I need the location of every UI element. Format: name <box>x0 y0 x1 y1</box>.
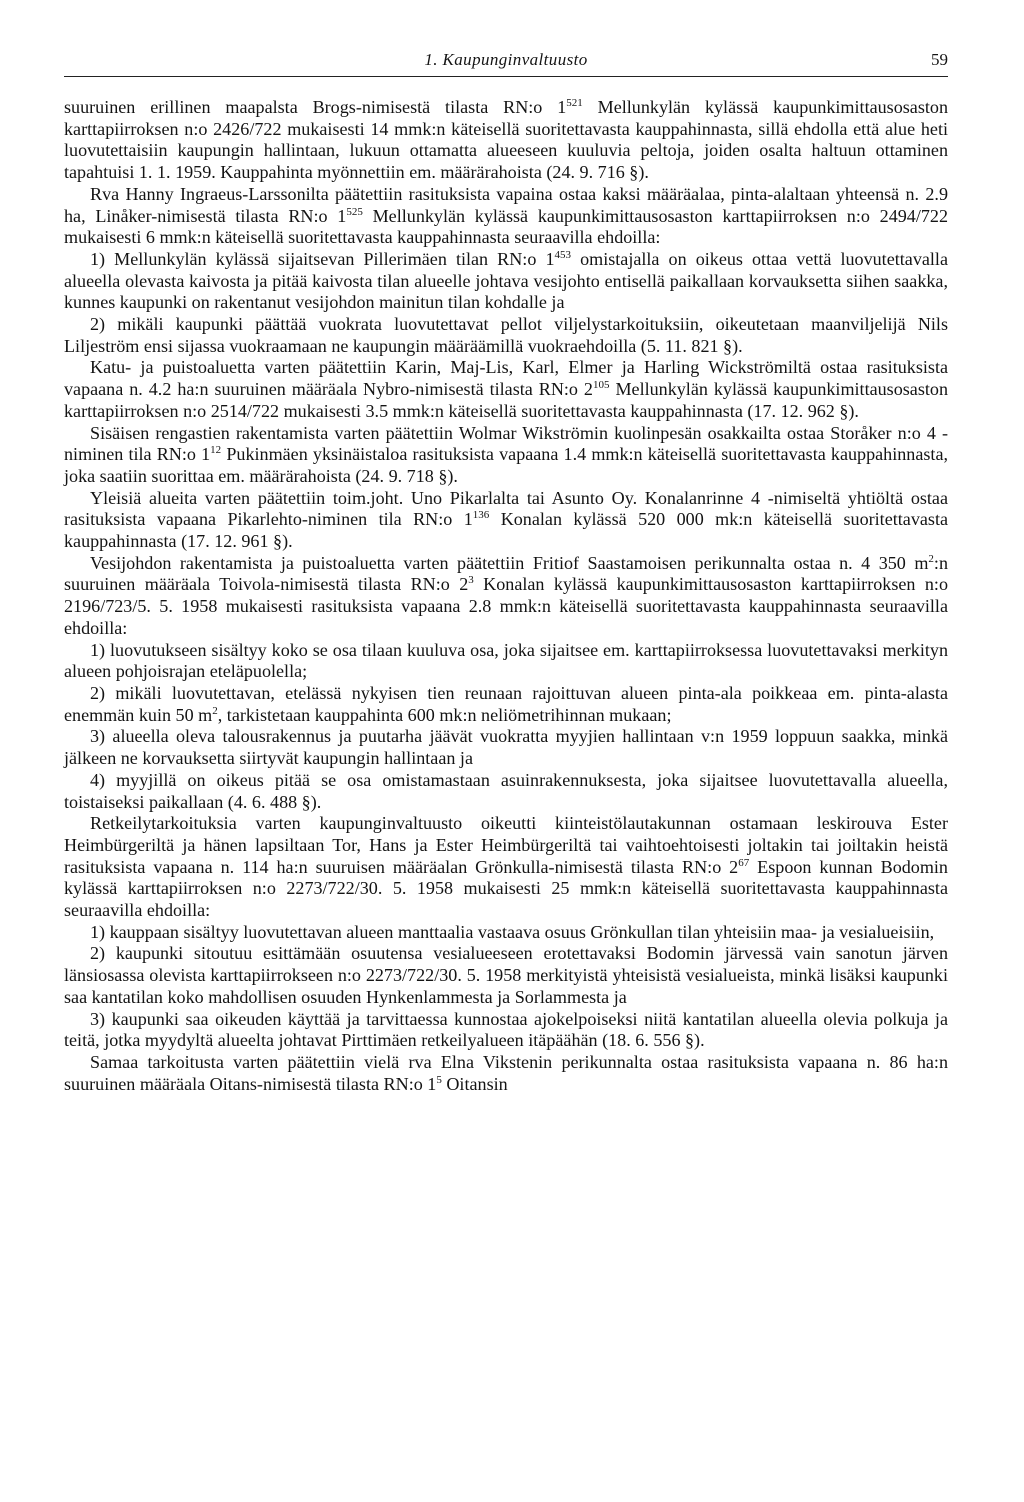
list-item <box>64 314 948 357</box>
superscript: 453 <box>554 248 571 261</box>
text-run: 4) myyjillä on oikeus pitää se osa omistamastaan asuinrakennuksesta, joka sijaitsee luovutettavalla alueella, toistaiseksi paikallaan (4. 6. 488 §). <box>64 769 948 812</box>
text-run: 3) kaupunki saa oikeuden käyttää ja tarvittaessa kunnostaa ajokelpoiseksi niitä kantatilan alueella olevia polkuja ja teitä, jotka myydyltä alueelta johtavat Pirttimäen retkeilyalueen itäpäähän (18. 6. 556 §). <box>64 1008 948 1051</box>
superscript: 3 <box>468 574 474 587</box>
paragraph <box>64 553 948 640</box>
paragraph <box>64 423 948 488</box>
running-header <box>64 50 948 77</box>
list-item <box>64 249 948 314</box>
superscript: 105 <box>592 379 610 392</box>
text-run: 2) mikäli kaupunki päättää vuokrata luovutettavat pellot viljelystarkoituksiin, oikeutetaan maanviljelijä Nils Liljeström ensi sijassa vuokraamaan ne kaupungin määräämillä vuokraehdoilla (5. 11. 821 §). <box>64 314 948 356</box>
text-run: 2) mikäli luovutettavan, etelässä nykyisen tien reunaan rajoittuvan alueen pinta-ala poikkeaa em. pinta-alasta enemmän kuin 50 m <box>64 682 948 725</box>
list-item <box>64 726 948 769</box>
text-run: suuruinen erillinen maapalsta Brogs-nimisestä tilasta RN:o 1 <box>64 97 567 117</box>
paragraph <box>64 184 948 249</box>
paragraph <box>64 1052 948 1095</box>
list-item <box>64 922 948 944</box>
paragraph <box>64 97 948 184</box>
text-run: 1) kauppaan sisältyy luovutettavan alueen manttaalia vastaava osuus Grönkullan tilan yhteisiin maa- ja vesialueisiin, <box>90 921 935 942</box>
list-item <box>64 683 948 726</box>
text-run: 3) alueella oleva talousrakennus ja puutarha jäävät vuokratta myyjien hallintaan v:n 1959 loppuun saakka, minkä jälkeen ne korvauksetta siirtyvät kaupungin hallintaan ja <box>64 726 948 769</box>
text-run: Oitansin <box>441 1073 508 1094</box>
list-item <box>64 1009 948 1052</box>
text-run: Rva Hanny Ingraeus-Larssonilta päätettiin rasituksista vapaina ostaa kaksi määräalaa, pinta-alaltaan yhteensä n. 2.9 ha, Linåker-nimisestä tilasta RN:o 1 <box>64 183 948 226</box>
superscript: 67 <box>738 856 750 869</box>
text-run: Mellunkylän kylässä kaupunkimittausosaston karttapiirroksen n:o 2514/722 mukaisesti 3.5 mmk:n käteisellä suoritettavasta kauppahinnasta (17. 12. 962 §). <box>64 379 948 421</box>
text-run: Yleisiä alueita varten päätettiin toim.joht. Uno Pikarlalta tai Asunto Oy. Konalanrinne 4 -nimiseltä yhtiöltä ostaa rasituksista vapaana Pikarlehto-niminen tila RN:o 1 <box>64 487 948 530</box>
text-run: 2) kaupunki sitoutuu esittämään osuutensa vesialueeseen erotettavaksi Bodomin järvessä vain sanotun järven länsiosassa olevista karttapiirrokseen n:o 2273/722/30. 5. 1958 merkityistä yhteisistä vesialueista, minkä lisäksi kaupunki saa kantatilan koko mahdollisen osuuden Hynkenlammesta ja Sorlammesta ja <box>64 943 948 1007</box>
page-number: 59 <box>931 50 948 69</box>
document-page <box>64 50 948 1095</box>
text-run: :n suuruinen määräala Toivola-nimisestä tilasta RN:o 2 <box>64 552 948 595</box>
superscript: 5 <box>436 1073 442 1086</box>
superscript: 521 <box>566 97 583 109</box>
body-text <box>64 97 948 1095</box>
text-run: Pukinmäen yksinäistaloa rasituksista vapaana 1.4 mmk:n käteisellä suoritettavasta kauppahinnasta, joka saatiin suorittaa em. määrärahoista (24. 9. 718 §). <box>64 444 948 486</box>
text-run: Samaa tarkoitusta varten päätettiin vielä rva Elna Vikstenin perikunnalta ostaa rasituksista vapaana n. 86 ha:n suuruinen määräala Oitans-nimisestä tilasta RN:o 1 <box>64 1051 948 1094</box>
text-run: Mellunkylän kylässä kaupunkimittausosaston karttapiirroksen n:o 2494/722 mukaisesti 6 mmk:n käteisellä suoritettavasta kauppahinnasta seuraavilla ehdoilla: <box>64 205 948 248</box>
text-run: Konalan kylässä 520 000 mk:n käteisellä suoritettavasta kauppahinnasta (17. 12. 961 §). <box>64 509 948 552</box>
list-item <box>64 943 948 1008</box>
text-run: Konalan kylässä kaupunkimittausosaston karttapiirroksen n:o 2196/723/5. 5. 1958 mukaisesti rasituksista vapaana 2.8 mmk:n käteisellä suoritettavasta kauppahinnasta seuraavilla ehdoilla: <box>64 574 948 638</box>
paragraph <box>64 357 948 422</box>
superscript: 2 <box>212 704 218 717</box>
superscript: 136 <box>472 509 490 522</box>
paragraph <box>64 488 948 553</box>
list-item <box>64 640 948 683</box>
text-run: Retkeilytarkoituksia varten kaupunginvaltuusto oikeutti kiinteistölautakunnan ostamaan leskirouva Ester Heimbürgeriltä ja hänen lapsiltaan Tor, Hans ja Ester Heimbürgeriltä tai vaihtoehtoisesti joltakin tai joiltakin heistä rasituksista vapaana n. 114 ha:n suuruisen määräalan Grönkulla-nimisestä tilasta RN:o 2 <box>64 813 948 877</box>
text-run: Mellunkylän kylässä kaupunkimittausosaston karttapiirroksen n:o 2426/722 mukaisesti 14 mmk:n käteisellä suoritettavasta kauppahinnasta, sillä ehdolla että alue heti luovutettaisiin kaupungin hallintaan, lukuun ottamatta alueeseen kuuluvia peltoja, joiden osalta haltuun ottaminen tapahtuisi 1. 1. 1959. Kauppahinta myönnettiin em. määrärahoista (24. 9. 716 §). <box>64 97 948 183</box>
text-run: 1) Mellunkylän kylässä sijaitsevan Pillerimäen tilan RN:o 1 <box>90 248 555 269</box>
superscript: 525 <box>346 205 363 218</box>
text-run: Espoon kunnan Bodomin kylässä karttapiirroksen n:o 2273/722/30. 5. 1958 mukaisesti 25 mmk:n käteisellä suoritettavasta kauppahinnasta seuraavilla ehdoilla: <box>64 856 948 921</box>
superscript: 12 <box>210 444 222 457</box>
list-item <box>64 770 948 813</box>
text-run: Katu- ja puistoaluetta varten päätettiin Karin, Maj-Lis, Karl, Elmer ja Harling Wickströmiltä ostaa rasituksista vapaana n. 4.2 ha:n suuruinen määräala Nybro-nimisestä tilasta RN:o 2 <box>64 357 948 400</box>
superscript: 2 <box>928 552 934 565</box>
text-run: omistajalla on oikeus ottaa vettä luovutettavalla alueella olevasta kaivosta ja pitää kaivosta tilan alueelle johtava vesijohto entisellä paikallaan korvauksetta siihen saakka, kunnes kaupunki on rakentanut vesijohdon mainitun tilan kohdalle ja <box>64 248 948 313</box>
paragraph <box>64 813 948 922</box>
text-run: Vesijohdon rakentamista ja puistoaluetta varten päätettiin Fritiof Saastamoisen perikunnalta ostaa n. 4 350 m <box>90 552 929 573</box>
text-run: , tarkistetaan kauppahinta 600 mk:n neliömetrihinnan mukaan; <box>217 704 672 725</box>
text-run: Sisäisen rengastien rakentamista varten päätettiin Wolmar Wikströmin kuolinpesän osakkailta ostaa Storåker n:o 4 -niminen tila RN:o 1 <box>64 422 948 465</box>
chapter-title: 1. Kaupunginvaltuusto <box>424 50 588 69</box>
text-run: 1) luovutukseen sisältyy koko se osa tilaan kuuluva osa, joka sijaitsee em. karttapiirroksessa luovutettavaksi merkityn alueen pohjoisrajan eteläpuolella; <box>64 639 948 682</box>
